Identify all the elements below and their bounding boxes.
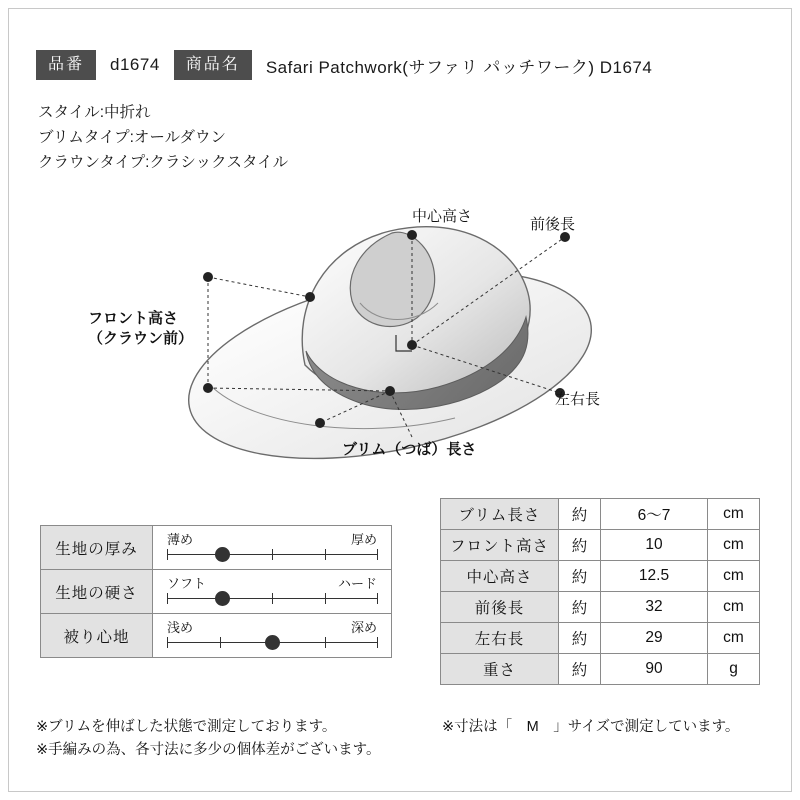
notes-right: [442, 716, 739, 739]
table-row: [441, 592, 760, 623]
gauge-track-fit: [167, 642, 377, 643]
measure-approx-brim: 約: [559, 499, 601, 530]
gauge-end-right-hardness: ハード: [337, 576, 377, 591]
measure-value-front-height: 10: [601, 530, 708, 561]
feel-gauge-table: [40, 525, 392, 658]
gauge-marker-thickness: [215, 547, 230, 562]
measure-unit-front-height: cm: [708, 530, 760, 561]
gauge-label-fit: 被り心地: [41, 614, 153, 658]
measure-unit-weight: g: [708, 654, 760, 685]
table-row: [441, 499, 760, 530]
gauge-end-left-fit: 浅め: [167, 620, 194, 635]
table-row: [41, 614, 392, 658]
measure-value-weight: 90: [601, 654, 708, 685]
label-front-height: [88, 309, 193, 349]
notes-left: [36, 716, 381, 762]
table-row: [41, 570, 392, 614]
measure-approx-front-back: 約: [559, 592, 601, 623]
product-code-label: 品番: [36, 50, 96, 80]
measure-unit-brim: cm: [708, 499, 760, 530]
note-size-basis: ※寸法は「 M 」サイズで測定しています。: [442, 719, 740, 735]
gauge-cell-hardness: [153, 570, 392, 614]
gauge-label-thickness: 生地の厚み: [41, 526, 153, 570]
spec-crown-type: クラウンタイプ:クラシックスタイル: [38, 154, 289, 171]
gauge-marker-hardness: [215, 591, 230, 606]
gauge-cell-fit: [153, 614, 392, 658]
product-header: [36, 50, 666, 80]
table-row: [441, 530, 760, 561]
label-front-height-line2: （クラウン前）: [88, 330, 194, 347]
gauge-track-hardness: [167, 598, 377, 599]
table-row: [441, 623, 760, 654]
table-row: [441, 561, 760, 592]
measure-unit-front-back: cm: [708, 592, 760, 623]
label-brim-length: ブリム（つば）長さ: [342, 441, 477, 458]
gauge-label-hardness: 生地の硬さ: [41, 570, 153, 614]
gauge-track-thickness: [167, 554, 377, 555]
measure-value-center-height: 12.5: [601, 561, 708, 592]
measure-approx-left-right: 約: [559, 623, 601, 654]
measure-value-left-right: 29: [601, 623, 708, 654]
gauge-end-right-fit: 深め: [350, 620, 377, 635]
gauge-cell-thickness: [153, 526, 392, 570]
table-row: [441, 654, 760, 685]
spec-list: [38, 100, 288, 175]
label-front-back-length: 前後長: [530, 216, 576, 233]
table-row: [41, 526, 392, 570]
gauge-end-left-hardness: ソフト: [167, 576, 207, 591]
gauge-end-right-thickness: 厚め: [350, 532, 377, 547]
spec-style: スタイル:中折れ: [38, 104, 151, 121]
measure-value-brim: 6〜7: [601, 499, 708, 530]
product-name-label: 商品名: [174, 50, 252, 80]
label-front-height-line1: フロント高さ: [88, 310, 179, 327]
note-brim-stretched: ※ブリムを伸ばした状態で測定しております。: [36, 719, 337, 735]
measure-label-front-height: フロント高さ: [441, 530, 559, 561]
measurement-table: [440, 498, 760, 685]
product-code-value: d1674: [110, 55, 160, 75]
measure-approx-center-height: 約: [559, 561, 601, 592]
measure-label-front-back: 前後長: [441, 592, 559, 623]
note-handmade-variance: ※手編みの為、各寸法に多少の個体差がございます。: [36, 742, 381, 758]
hat-measurement-diagram: [60, 175, 740, 475]
measure-unit-left-right: cm: [708, 623, 760, 654]
measure-label-center-height: 中心高さ: [441, 561, 559, 592]
measure-label-weight: 重さ: [441, 654, 559, 685]
measure-label-brim: ブリム長さ: [441, 499, 559, 530]
gauge-end-left-thickness: 薄め: [167, 532, 194, 547]
measure-approx-front-height: 約: [559, 530, 601, 561]
measure-approx-weight: 約: [559, 654, 601, 685]
gauge-marker-fit: [265, 635, 280, 650]
spec-brim-type: ブリムタイプ:オールダウン: [38, 129, 226, 146]
label-left-right-length: 左右長: [555, 391, 601, 408]
label-center-height: 中心高さ: [412, 208, 473, 225]
product-name-value: Safari Patchwork(サファリ パッチワーク) D1674: [265, 57, 653, 77]
measure-unit-center-height: cm: [708, 561, 760, 592]
measure-label-left-right: 左右長: [441, 623, 559, 654]
measure-value-front-back: 32: [601, 592, 708, 623]
